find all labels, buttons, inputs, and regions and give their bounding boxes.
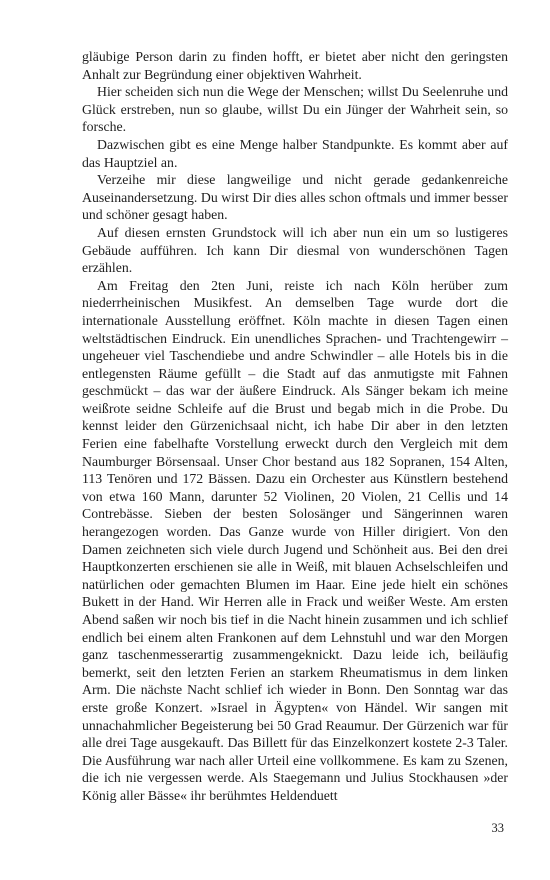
paragraph: Dazwischen gibt es eine Menge halber Standpunkte. Es kommt aber auf das Hauptziel an. bbox=[82, 136, 508, 170]
paragraph: Verzeihe mir diese langweilige und nicht gerade gedankenreiche Auseinandersetzung. Du wirst Dir dies alles schon oftmals und immer besser und schöner gesagt haben. bbox=[82, 172, 508, 223]
paragraph: gläubige Person darin zu finden hofft, er bietet aber nicht den geringsten Anhalt zur Begründung einer objektiven Wahrheit. bbox=[82, 49, 508, 82]
paragraph: Auf diesen ernsten Grundstock will ich aber nun ein um so lustigeres Gebäude aufführen. Ich kann Dir diesmal von wunderschönen Tagen erzählen. bbox=[82, 224, 508, 276]
paragraph: Am Freitag den 2ten Juni, reiste ich nach Köln herüber zum niederrheinischen Musikfest. An demselben Tage wurde dort die internationale Ausstellung eröffnet. Köln machte in diesen Tagen einen weltstädtischen Eindruck. Ein unendliches Sprachen- und Trachtengewirr – ungeheuer viel Taschendiebe und andre Schwindler – alle Hotels bis in die entlegensten Räume gefüllt – die Stadt auf das anmutigste mit Fahnen geschmückt – das war der äußere Eindruck. Als Sänger bekam ich meine weißrote seidne Schleife auf die Brust und begab mich in die Probe. Du kennst leider den Gürzenichsaal nicht, ich habe Dir aber in den letzten Ferien eine fabelhafte Vorstellung erweckt durch den Vergleich mit dem Naumburger Börsensaal. Unser Chor bestand aus 182 Sopranen, 154 Alten, 113 Tenören und 172 Bässen. Dazu ein Orchester aus Künstlern bestehend von etwa 160 Mann, darunter 52 Violinen, 20 Violen, 21 Cellis und 14 Contrebässe. Sieben der besten Solosänger und Sängerinnen waren herangezogen worden. Das Ganze wurde von Hiller dirigiert. Von den Damen zeichneten sich viele durch Jugend und Schönheit aus. Bei den drei Hauptkonzerten erschienen sie alle in Weiß, mit blauen Achselschleifen und natürlichen oder gemachten Blumen im Haar. Eine jede hielt ein schönes Bukett in der Hand. Wir Herren alle in Frack und weißer Weste. Am ersten Abend saßen wir noch bis tief in die Nacht hinein zusammen und ich schlief endlich bei einem alten Frankonen auf dem Lehnstuhl und war den Morgen ganz taschenmesserartig zusammengeknickt. Dazu leide ich, beiläufig bemerkt, seit den letzten Ferien an starkem Rheumatismus in dem linken Arm. Die nächste Nacht schlief ich wieder in Bonn. Den Sonntag war das erste große Konzert. »Israel in Ägypten« von Händel. Wir sangen mit unnachahmlicher Begeisterung bei 50 Grad Reaumur. Der Gürzenich war für alle drei Tage ausgekauft. Das Billett für das Einzelkonzert kostete 2-3 Taler. Die Ausführung war nach aller Urteil eine vollkommene. Es kam zu Szenen, die ich nie vergessen werde. Als Staegemann und Julius Stockhausen »der König aller Bässe« ihr berühmtes Heldenduett bbox=[82, 277, 508, 803]
paragraph: Hier scheiden sich nun die Wege der Menschen; willst Du Seelenruhe und Glück erstreben, nun so glaube, willst Du ein Jünger der Wahrheit sein, so forsche. bbox=[82, 84, 508, 135]
page-number: 33 bbox=[491, 821, 504, 835]
book-page bbox=[82, 48, 508, 805]
